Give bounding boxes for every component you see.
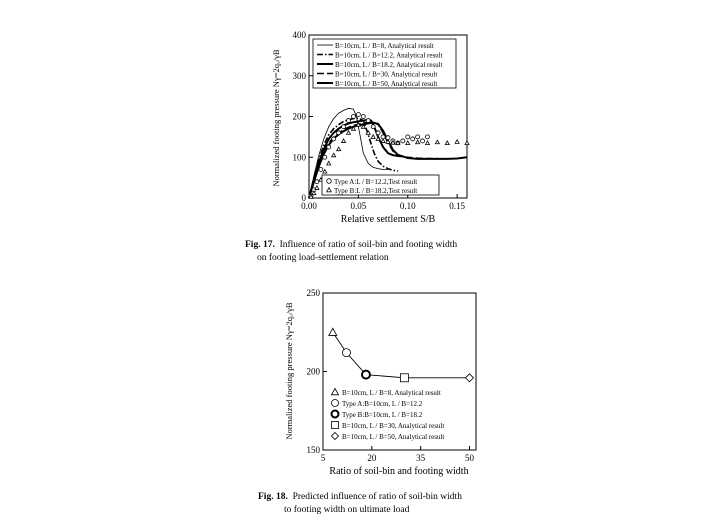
fig17-legend-test [322, 175, 439, 195]
fig17-x-tick-label: 0.00 [301, 201, 317, 211]
fig17-legend-label: Type A:L / B=12.2,Test result [334, 178, 418, 186]
fig17-test-point [356, 112, 360, 116]
fig18-legend-label: B=10cm, L / B=30, Analytical result [342, 422, 445, 430]
fig18-chart [284, 288, 476, 477]
fig17-test-point [323, 170, 327, 174]
fig17-y-tick-label: 0 [301, 193, 306, 203]
fig17-test-point [342, 125, 346, 129]
fig17-test-point [351, 115, 355, 119]
fig18-legend-marker [332, 411, 339, 418]
fig17-caption-line2: on footing load-settlement relation [257, 253, 389, 263]
fig17-test-point [332, 153, 336, 157]
fig18-caption-line2: to footing width on ultimate load [284, 505, 410, 515]
fig18-legend-marker [332, 400, 339, 407]
fig17-x-tick-label: 0.05 [350, 201, 367, 211]
fig17-test-point [401, 139, 405, 143]
fig17-test-point [406, 135, 410, 139]
fig17-chart [271, 30, 469, 225]
fig17-test-point [465, 141, 469, 145]
fig17-legend-label: Type B:L / B=18.2,Test result [334, 187, 418, 195]
fig17-test-point [327, 161, 331, 165]
fig17-test-point [406, 141, 410, 145]
fig18-legend-label: B=10cm, L / B=8, Analytical result [342, 389, 441, 397]
fig17-test-point [361, 115, 365, 119]
fig18-x-tick-label: 20 [367, 453, 377, 463]
fig18-y-tick-label: 250 [306, 288, 320, 298]
fig17-test-point [337, 147, 341, 151]
fig17-x-axis-label: Relative settlement S/B [340, 214, 436, 225]
fig18-legend-label: B=10cm, L / B=50, Analytical result [342, 433, 445, 441]
fig18-x-axis-label: Ratio of soil-bin and footing width [329, 466, 469, 477]
fig18-y-tick-label: 200 [306, 366, 320, 377]
fig17-caption-line1: Influence of ratio of soil-bin and footing width [279, 240, 458, 250]
fig18-legend-marker [332, 433, 339, 440]
fig17-y-tick-label: 100 [292, 152, 306, 163]
fig17-test-point [445, 141, 449, 145]
fig18-point-triangle [329, 328, 337, 335]
fig17-legend-label: B=10cm, L / B=50, Analytical result [335, 80, 438, 88]
fig18-legend-marker [332, 389, 339, 395]
fig17-test-point [337, 131, 341, 135]
fig17-test-point [347, 131, 351, 135]
fig17-y-axis-label: Normalized footing pressure Nγ=2qᵤ/γB [271, 49, 281, 187]
fig17-test-point [366, 119, 370, 123]
fig17-x-tick-label: 0.15 [449, 201, 465, 211]
fig17-test-point [342, 139, 346, 143]
fig18-point-square [400, 374, 408, 382]
fig18-curve-group [333, 332, 470, 378]
fig18-point-circle [342, 349, 350, 357]
fig17-test-point [416, 135, 420, 139]
fig17-test-point [435, 140, 439, 144]
fig17-test-point [315, 186, 319, 190]
fig18-caption-line1: Predicted influence of ratio of soil-bin width [292, 492, 462, 502]
fig17-x-tick-label: 0.10 [399, 201, 416, 211]
fig17-legend-label: B=10cm, L / B=12.2, Analytical result [335, 51, 443, 60]
fig17-test-point [381, 139, 385, 143]
fig17-legend [313, 39, 456, 88]
fig18-y-tick-label: 150 [306, 445, 320, 455]
fig17-test-point [371, 125, 375, 129]
fig18-caption [258, 491, 462, 517]
fig17-test-point [426, 135, 430, 139]
fig17-y-tick-label: 300 [292, 70, 306, 81]
fig17-legend-marker [327, 179, 332, 184]
fig18-point-diamond [465, 374, 473, 382]
fig17-test-point [455, 140, 459, 144]
fig17-test-point [323, 155, 327, 159]
fig17-legend-label: B=10cm, L / B=18.2, Analytical result [335, 61, 443, 69]
fig18-caption-number: Fig. 18. [258, 492, 288, 502]
fig17-test-point [371, 135, 375, 139]
fig17-y-tick-label: 400 [292, 30, 306, 40]
fig18-curve-line [333, 332, 470, 378]
fig17-test-point [411, 137, 415, 141]
fig17-test-point [332, 137, 336, 141]
fig17-test-point [319, 167, 323, 171]
fig18-legend-label: Type A:B=10cm, L / B=12.2 [342, 400, 423, 408]
fig18-point-circle-bold [362, 371, 370, 379]
fig17-legend-label: B=10cm, L / B=8, Analytical result [335, 42, 434, 50]
fig18-y-axis-label: Normalized footing pressure Nγ=2qᵤ/γB [284, 302, 294, 440]
fig18-legend-marker [332, 422, 339, 429]
fig18-legend-label: Type B:B=10cm, L / B=18.2 [342, 411, 423, 419]
fig18-x-tick-label: 5 [320, 453, 326, 463]
fig17-y-tick-label: 200 [292, 111, 306, 122]
fig18-points [329, 328, 474, 382]
fig17-test-point [376, 137, 380, 141]
fig18-legend [332, 389, 445, 442]
fig17-caption [245, 239, 457, 265]
fig17-test-point [315, 180, 319, 184]
fig18-x-tick-label: 35 [416, 453, 426, 463]
fig17-caption-number: Fig. 17. [245, 240, 275, 250]
fig18-x-tick-label: 50 [464, 453, 474, 463]
fig17-test-point [426, 141, 430, 145]
fig17-legend-label: B=10cm, L / B=30, Analytical result [335, 70, 438, 79]
fig17-test-point [421, 139, 425, 143]
fig17-test-point [376, 131, 380, 135]
fig17-test-point [327, 145, 331, 149]
fig17-test-point [416, 140, 420, 144]
fig17-test-point [347, 119, 351, 123]
